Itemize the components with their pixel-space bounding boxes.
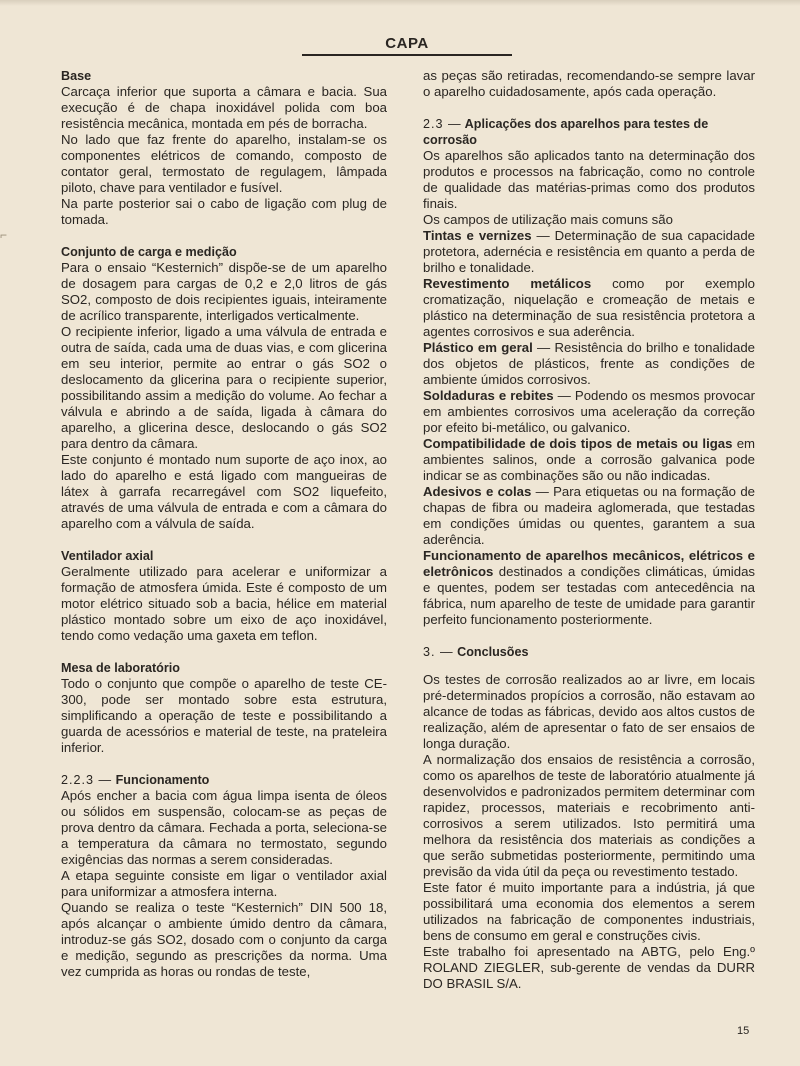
heading-text: Aplicações dos aparelhos para testes de corrosão xyxy=(423,117,709,147)
heading-base: Base xyxy=(61,69,92,83)
paragraph: A etapa seguinte consiste em ligar o ventilador axial para uniformizar a atmosfera interna. xyxy=(61,868,387,899)
item-text: em ambientes salinos, onde a corrosão galvanica pode indicar se as combinações são ou não indicadas. xyxy=(423,436,756,483)
page-number: 15 xyxy=(737,1025,750,1037)
list-item xyxy=(423,388,755,436)
item-term: Compatibilidade de dois tipos de metais ou ligas xyxy=(423,436,733,451)
section-number: 2.3 — xyxy=(423,117,462,131)
list-item xyxy=(423,228,755,276)
item-term: Adesivos e colas xyxy=(423,484,532,499)
paragraph: Os testes de corrosão realizados ao ar livre, em locais pré-determinados propícios a corrosão, não estavam ao alcance de todas as fábricas, devido aos altos custos de realização, além de apresentar o fato de ser ensaios de longa duração. xyxy=(423,672,755,751)
heading-funcionamento xyxy=(61,772,387,788)
item-text: como por exemplo cromatização, niquelação e cromeação de metais e plástico na determinação de sua resistência protetora a agentes corrosivos e sua aderência. xyxy=(423,276,755,339)
page-top-shadow xyxy=(0,0,800,6)
paragraph: Geralmente utilizado para acelerar e uniformizar a formação de atmosfera úmida. Este é composto de um motor elétrico situado sob a bacia, hélice em material plástico montado sobre um eixo de aço inoxidável, tendo como vedação uma gaxeta em teflon. xyxy=(61,564,387,643)
section-header xyxy=(302,35,512,56)
item-term: Funcionamento de aparelhos mecânicos, elétricos e eletrônicos xyxy=(423,548,755,579)
item-term: Tintas e vernizes xyxy=(423,228,532,243)
list-item xyxy=(423,340,755,388)
left-column xyxy=(61,68,387,980)
list-item xyxy=(423,484,755,548)
section-title: CAPA xyxy=(385,35,429,52)
item-text: — Resistência do brilho e tonalidade dos objetos de plásticos, frente as condições de ambiente úmidos corrosivos. xyxy=(423,340,755,387)
paragraph: Na parte posterior sai o cabo de ligação com plug de tomada. xyxy=(61,196,387,227)
item-text: — Para etiquetas ou na formação de chapas de fibra ou madeira aglomerada, que testadas em condições úmidas ou quentes, garantem a sua aderência. xyxy=(423,484,755,547)
heading-conjunto: Conjunto de carga e medição xyxy=(61,245,237,259)
paragraph: Quando se realiza o teste “Kesternich” DIN 500 18, após alcançar o ambiente úmido dentro da câmara, introduz-se gás SO2, dosado com o conjunto da carga e medição, segundo as prescrições da norma. Uma vez cumprida as horas ou rondas de teste, xyxy=(61,900,387,979)
paragraph: A normalização dos ensaios de resistência a corrosão, como os aparelhos de teste de laboratório atualmente já desenvolvidos e padronizados permitem determinar com rapidez, processos, materiais e recobrimento anti-corrosivos a serem utilizados. Isto permitirá uma melhora da resistência dos materiais as condições a que serão submetidas posteriormente, permitindo uma previsão da vida útil da peça ou revestimento testado. xyxy=(423,752,755,879)
heading-ventilador: Ventilador axial xyxy=(61,549,154,563)
paragraph: Os campos de utilização mais comuns são xyxy=(423,212,673,227)
item-term: Plástico em geral xyxy=(423,340,533,355)
section-number: 2.2.3 — xyxy=(61,773,113,787)
header-rule xyxy=(302,54,512,56)
paragraph: Este conjunto é montado num suporte de aço inox, ao lado do aparelho e está ligado com mangueiras de látex à garrafa recarregável com SO2 liquefeito, através de uma válvula de entrada e com a câmara do aparelho com a válvula de saída. xyxy=(61,452,387,531)
heading-text: Conclusões xyxy=(457,645,529,659)
paragraph: O recipiente inferior, ligado a uma válvula de entrada e outra de saída, cada uma de duas vias, e com glicerina em seu interior, permite ao entrar o gás SO2 o deslocamento da glicerina para o recipiente superior, possibilitando assim a medição do volume. Ao fechar a válvula e abrindo a de saída, ligada à câmara do aparelho, a glicerina desce, deslocando o gás SO2 para dentro da câmara. xyxy=(61,324,387,451)
paragraph: Este fator é muito importante para a indústria, já que possibilitará uma economia dos elementos a serem utilizados na fabricação de componentes industriais, bens de consumo em geral e construções civis. xyxy=(423,880,755,943)
heading-aplicacoes xyxy=(423,116,755,148)
list-item xyxy=(423,436,755,484)
paragraph: Carcaça inferior que suporta a câmara e bacia. Sua execução é de chapa inoxidável polida com boa resistência mecânica, montada em pés de borracha. xyxy=(61,84,387,131)
item-text: destinados a condições climáticas, úmidas e quentes, podem ser testadas com antecedência na fábrica, num aparelho de teste de umidade para garantir perfeito funcionamento posteriormente. xyxy=(423,564,755,627)
section-number: 3. — xyxy=(423,645,454,659)
paragraph: Este trabalho foi apresentado na ABTG, pelo Eng.º ROLAND ZIEGLER, sub-gerente de vendas da DURR DO BRASIL S/A. xyxy=(423,944,755,991)
heading-text: Funcionamento xyxy=(115,773,210,787)
heading-conclusoes xyxy=(423,644,755,660)
list-item xyxy=(423,276,755,340)
heading-mesa: Mesa de laboratório xyxy=(61,661,180,675)
binding-mark: ⌐ xyxy=(0,228,8,242)
item-text: — Determinação de sua capacidade protetora, adernécia e resistência em quanto a perda de brilho e tonalidade. xyxy=(423,228,755,275)
paragraph: Todo o conjunto que compõe o aparelho de teste CE-300, pode ser montado sobre esta estrutura, simplificando a operação de teste e possibilitando a guarda de acessórios e material de teste, na prateleira inferior. xyxy=(61,676,387,755)
paragraph: as peças são retiradas, recomendando-se sempre lavar o aparelho cuidadosamente, após cada operação. xyxy=(423,68,755,99)
paragraph: Para o ensaio “Kesternich” dispõe-se de um aparelho de dosagem para cargas de 0,2 e 2,0 litros de gás SO2, composto de dois recipientes iguais, inteiramente de acrílico transparente, interligados verticalmente. xyxy=(61,260,387,323)
paragraph: Os aparelhos são aplicados tanto na determinação dos produtos e processos na fabricação, como no controle de qualidade das matérias-primas como dos produtos finais. xyxy=(423,148,755,211)
list-item xyxy=(423,548,755,628)
paragraph: Após encher a bacia com água limpa isenta de óleos ou sólidos em suspensão, colocam-se as peças de prova dentro da câmara. Fechada a porta, seleciona-se a temperatura da câmara no termostato, segundo exigências das normas a serem consideradas. xyxy=(61,788,387,867)
item-term: Soldaduras e rebites xyxy=(423,388,554,403)
item-text: — Podendo os mesmos provocar em ambientes corrosivos uma aceleração da correção por efeito bi-metálico, ou galvanico. xyxy=(423,388,755,435)
right-column xyxy=(423,68,755,992)
paragraph: No lado que faz frente do aparelho, instalam-se os componentes elétricos de comando, composto de contator geral, termostato de regulagem, lâmpada piloto, chave para ventilador e fusível. xyxy=(61,132,387,195)
item-term: Revestimento metálicos xyxy=(423,276,592,291)
